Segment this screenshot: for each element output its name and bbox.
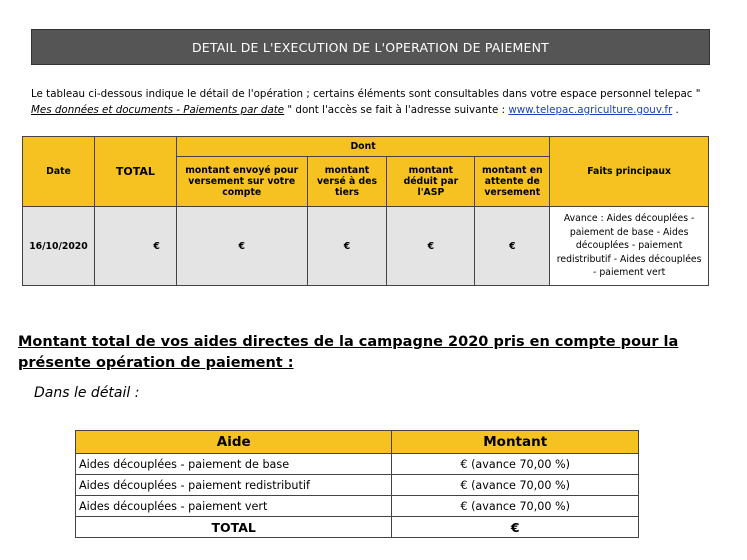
cell-facts: Avance : Aides découplées - paiement de base - Aides découplées - paiement redistributif - Aides découplées - paiement vert [550, 207, 709, 286]
table-row [76, 475, 639, 496]
aide-label: Aides découplées - paiement vert [76, 496, 392, 517]
aide-amount: € (avance 70,00 %) [392, 496, 639, 517]
header-total: TOTAL [94, 137, 176, 207]
intro-text: Le tableau ci-dessous indique le détail de l'opération ; certains éléments sont consultables dans votre espace personnel telepac " [31, 88, 701, 100]
section-heading-text: Montant total de vos aides directes de la campagne 2020 pris en compte pour la présente opération de paiement : [18, 334, 679, 371]
header-montant: Montant [392, 431, 639, 454]
aide-amount: € (avance 70,00 %) [392, 454, 639, 475]
cell-total: € [94, 207, 176, 286]
total-value: € [392, 517, 639, 538]
table-row [76, 496, 639, 517]
header-aide: Aide [76, 431, 392, 454]
header-date: Date [23, 137, 95, 207]
header-asp: montant déduit par l'ASP [387, 157, 475, 207]
intro-paragraph [31, 86, 721, 118]
header-third: montant versé à des tiers [307, 157, 387, 207]
aide-amount: € (avance 70,00 %) [392, 475, 639, 496]
total-row [76, 517, 639, 538]
cell-third: € [307, 207, 387, 286]
table-row [76, 454, 639, 475]
intro-text-mid: " dont l'accès se fait à l'adresse suivante : [284, 104, 509, 116]
telepac-section-link[interactable]: Mes données et documents - Paiements par date [31, 104, 285, 116]
table-row [23, 207, 709, 286]
operation-detail-table [22, 136, 709, 286]
section-heading [18, 332, 718, 374]
cell-sent: € [176, 207, 307, 286]
header-dont: Dont [176, 137, 549, 157]
page-title: DETAIL DE L'EXECUTION DE L'OPERATION DE PAIEMENT [31, 29, 710, 65]
aide-label: Aides découplées - paiement redistributif [76, 475, 392, 496]
section-subheading: Dans le détail : [34, 385, 140, 401]
header-pending: montant en attente de versement [475, 157, 550, 207]
cell-asp: € [387, 207, 475, 286]
telepac-url-link[interactable]: www.telepac.agriculture.gouv.fr [508, 104, 673, 116]
intro-text-end: . [672, 104, 679, 116]
aide-label: Aides découplées - paiement de base [76, 454, 392, 475]
header-facts: Faits principaux [550, 137, 709, 207]
header-sent: montant envoyé pour versement sur votre compte [176, 157, 307, 207]
cell-date: 16/10/2020 [23, 207, 95, 286]
total-label: TOTAL [76, 517, 392, 538]
cell-pending: € [475, 207, 550, 286]
aides-table [75, 430, 639, 538]
